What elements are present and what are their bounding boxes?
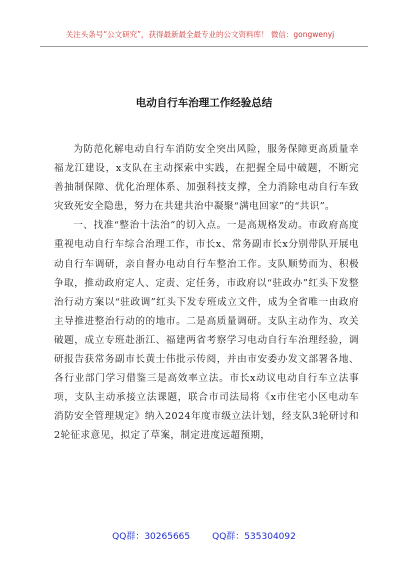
qq-group-1: QQ群：30265665 — [112, 532, 191, 542]
header-divider — [40, 46, 368, 47]
document-title: 电动自行车治理工作经验总结 — [135, 97, 273, 109]
paragraph-intro: 为防范化解电动自行车消防安全突出风险，服务保障更高质量幸福龙江建设，x支队在主动探索中实践，在把握全局中破题，不断完善抽制保障、优化治理体系、加强科技支撑，全力消除电动自行车致灾致死安全隐患，努力在共建共治中凝聚“满电回家”的“共识”。 — [54, 144, 359, 213]
document-body — [54, 140, 359, 446]
qq-group-footer — [40, 531, 368, 543]
qq-group-2: QQ群：535304092 — [212, 532, 296, 542]
paragraph-section-1: 一、找准“整治十法治”的切入点。一是高规格发动。市政府高度重视电动自行车综合治理工作，市长x、常务副市长x分别带队开展电动自行车调研，亲自督办电动自行车整治工作。支队顺势而为、积极争取，推动政府定人、定责、定任务，市政府以“驻政办”红头下发整治行动方案以“驻政调”红头下发专班成立文件，成为全省唯一由政府主导推进整治行动的的地市。二是高质量调研。支队主动作为、攻关破题，成立专班赴浙江、福建两省考察学习电动自行车治理经验，调研报告获常务副市长黄士伟批示传阅，并由市安委办发文部署各地、各行业部门学习借鉴三是高效率立法。市长x动议电动自行车立法事项，支队主动承接立法课题，联合市司法局将《x市住宅小区电动车消防安全管理规定》纳入2024年度市级立法计划，经支队3轮研讨和2轮征求意见，拟定了草案，制定进度远超预期， — [54, 220, 359, 442]
promo-header: 关注头条号“公文研究”，获得最新最全最专业的公文资料库！ 微信：gongwenyj — [65, 30, 335, 39]
